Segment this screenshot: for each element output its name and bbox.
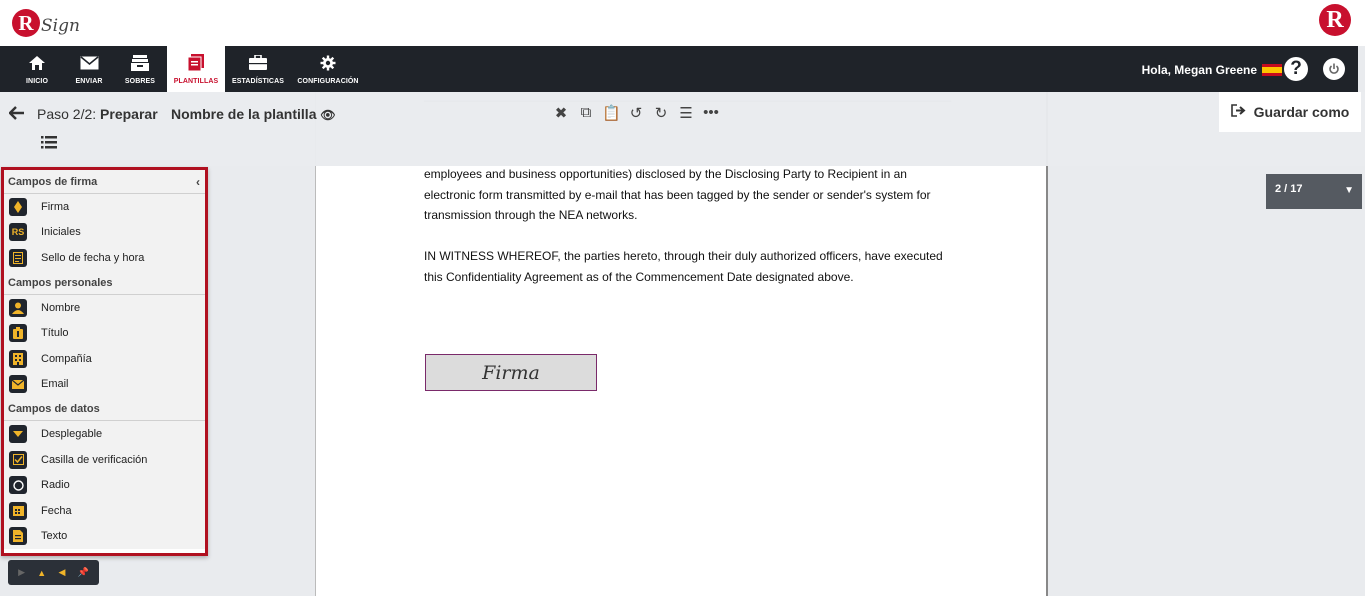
calendar-icon (9, 502, 27, 520)
delete-icon[interactable]: ✖ (554, 105, 568, 122)
step-prefix: Paso 2/2: (37, 106, 97, 122)
panel-mini-toolbar (8, 560, 99, 585)
arrow-up-icon[interactable]: ▲ (37, 567, 47, 578)
dropdown-icon (9, 425, 27, 443)
nav-inicio[interactable] (14, 46, 60, 92)
envelope-icon (80, 54, 99, 72)
initials-icon: RS (9, 223, 27, 241)
field-casilla[interactable] (4, 447, 205, 473)
section-title: Campos de firma (8, 176, 98, 188)
page-number: 2 / 17 (1275, 183, 1303, 195)
nav-enviar-label: ENVIAR (75, 77, 103, 85)
field-label: Radio (41, 479, 70, 492)
save-as-button[interactable] (1219, 92, 1361, 132)
email-icon (9, 375, 27, 393)
signature-icon (9, 198, 27, 216)
save-as-icon (1231, 104, 1246, 120)
field-label: Iniciales (41, 226, 81, 239)
logo-r: R (12, 9, 40, 37)
redo-icon[interactable]: ↻ (654, 105, 668, 122)
radio-icon (9, 476, 27, 494)
rpost-logo: R (1319, 4, 1351, 36)
nav-configuracion[interactable] (293, 46, 363, 92)
templates-icon (188, 54, 204, 72)
nav-estadisticas[interactable] (230, 46, 286, 92)
field-iniciales[interactable] (4, 220, 205, 246)
save-as-label: Guardar como (1253, 104, 1350, 120)
user-greeting[interactable]: Hola, Megan Greene (1141, 63, 1257, 77)
field-label: Casilla de verificación (41, 453, 148, 466)
field-radio[interactable] (4, 472, 205, 498)
document-text (424, 164, 944, 308)
step-name: Preparar (100, 106, 158, 122)
briefcase-icon (249, 54, 267, 72)
edit-tools (552, 104, 720, 122)
field-desplegable[interactable] (4, 421, 205, 447)
field-label: Nombre (41, 301, 81, 314)
nav-sobres[interactable] (117, 46, 163, 92)
title-icon (9, 324, 27, 342)
template-name[interactable] (171, 106, 336, 122)
home-icon (28, 54, 46, 72)
text-icon (9, 527, 27, 545)
nav-sobres-label: SOBRES (124, 77, 156, 85)
building-icon (9, 350, 27, 368)
nav-inicio-label: INICIO (26, 77, 48, 85)
section-header-datos[interactable] (4, 397, 205, 421)
rsign-logo[interactable] (12, 4, 80, 42)
copy-icon[interactable]: ⧉ (580, 104, 592, 121)
field-label: Texto (41, 530, 68, 543)
section-title: Campos personales (8, 276, 113, 289)
eye-icon[interactable]: 👁 (320, 108, 336, 122)
top-bar (0, 0, 1365, 46)
page-selector[interactable] (1266, 174, 1362, 209)
undo-icon[interactable]: ↺ (629, 105, 643, 122)
back-arrow-icon[interactable] (9, 105, 25, 125)
field-label: Compañía (41, 352, 92, 365)
field-label: Título (41, 327, 69, 340)
field-titulo[interactable] (4, 320, 205, 346)
field-label: Desplegable (41, 427, 103, 440)
field-email[interactable] (4, 372, 205, 398)
editor-toolbar (0, 92, 1365, 166)
document-page[interactable] (315, 92, 1048, 596)
field-nombre[interactable] (4, 295, 205, 321)
checkbox-icon (9, 451, 27, 469)
template-name-text: Nombre de la plantilla (171, 106, 317, 122)
person-icon (9, 299, 27, 317)
arrow-left-icon[interactable]: ◀ (58, 567, 66, 577)
power-icon[interactable] (1323, 58, 1345, 80)
field-label: Firma (41, 200, 70, 213)
document-paragraph: employees and business opportunities) disclosed by the Disclosing Party to Recipient in an electronic form transmitted by e-mail that has been tagged by the sender or sender's system for transmission through the NEA networks. (424, 167, 931, 222)
inbox-icon (131, 54, 149, 72)
logo-sign-text: Sign (41, 16, 80, 36)
collapse-panel-icon[interactable]: ‹ (196, 175, 200, 189)
paste-icon[interactable]: 📋 (602, 105, 621, 122)
document-paragraph: IN WITNESS WHEREOF, the parties hereto, through their duly authorized officers, have executed this Confidentiality Agreement as of the Commencement Date designated above. (424, 249, 943, 284)
field-label: Fecha (41, 504, 72, 517)
field-compania[interactable] (4, 346, 205, 372)
help-icon[interactable]: ? (1284, 57, 1308, 81)
field-firma[interactable] (4, 194, 205, 220)
step-indicator (37, 106, 158, 122)
align-icon[interactable]: ☰ (679, 105, 693, 122)
section-title: Campos de datos (8, 403, 100, 416)
timestamp-icon (9, 249, 27, 267)
more-icon[interactable]: ••• (703, 104, 719, 121)
field-label: Email (41, 378, 69, 391)
list-view-icon[interactable] (41, 136, 57, 154)
section-header-firma[interactable] (4, 170, 205, 194)
nav-estadisticas-label: ESTADÍSTICAS (231, 77, 285, 85)
section-header-personales[interactable] (4, 271, 205, 295)
fields-panel (1, 167, 208, 556)
spain-flag-icon[interactable] (1262, 64, 1282, 76)
field-sello-fecha[interactable] (4, 245, 205, 271)
field-label: Sello de fecha y hora (41, 251, 145, 264)
signature-field[interactable]: Firma (425, 354, 597, 391)
chevron-down-icon: ▼ (1344, 185, 1354, 196)
play-icon[interactable]: ▶ (18, 567, 26, 577)
nav-configuracion-label: CONFIGURACIÓN (297, 77, 359, 85)
field-texto[interactable] (4, 524, 205, 550)
nav-plantillas[interactable] (167, 46, 225, 92)
pin-icon[interactable]: 📌 (77, 567, 89, 577)
nav-enviar[interactable] (66, 46, 112, 92)
nav-plantillas-label: PLANTILLAS (173, 77, 219, 85)
gear-icon (320, 54, 336, 72)
field-fecha[interactable] (4, 498, 205, 524)
main-nav (0, 46, 1358, 92)
